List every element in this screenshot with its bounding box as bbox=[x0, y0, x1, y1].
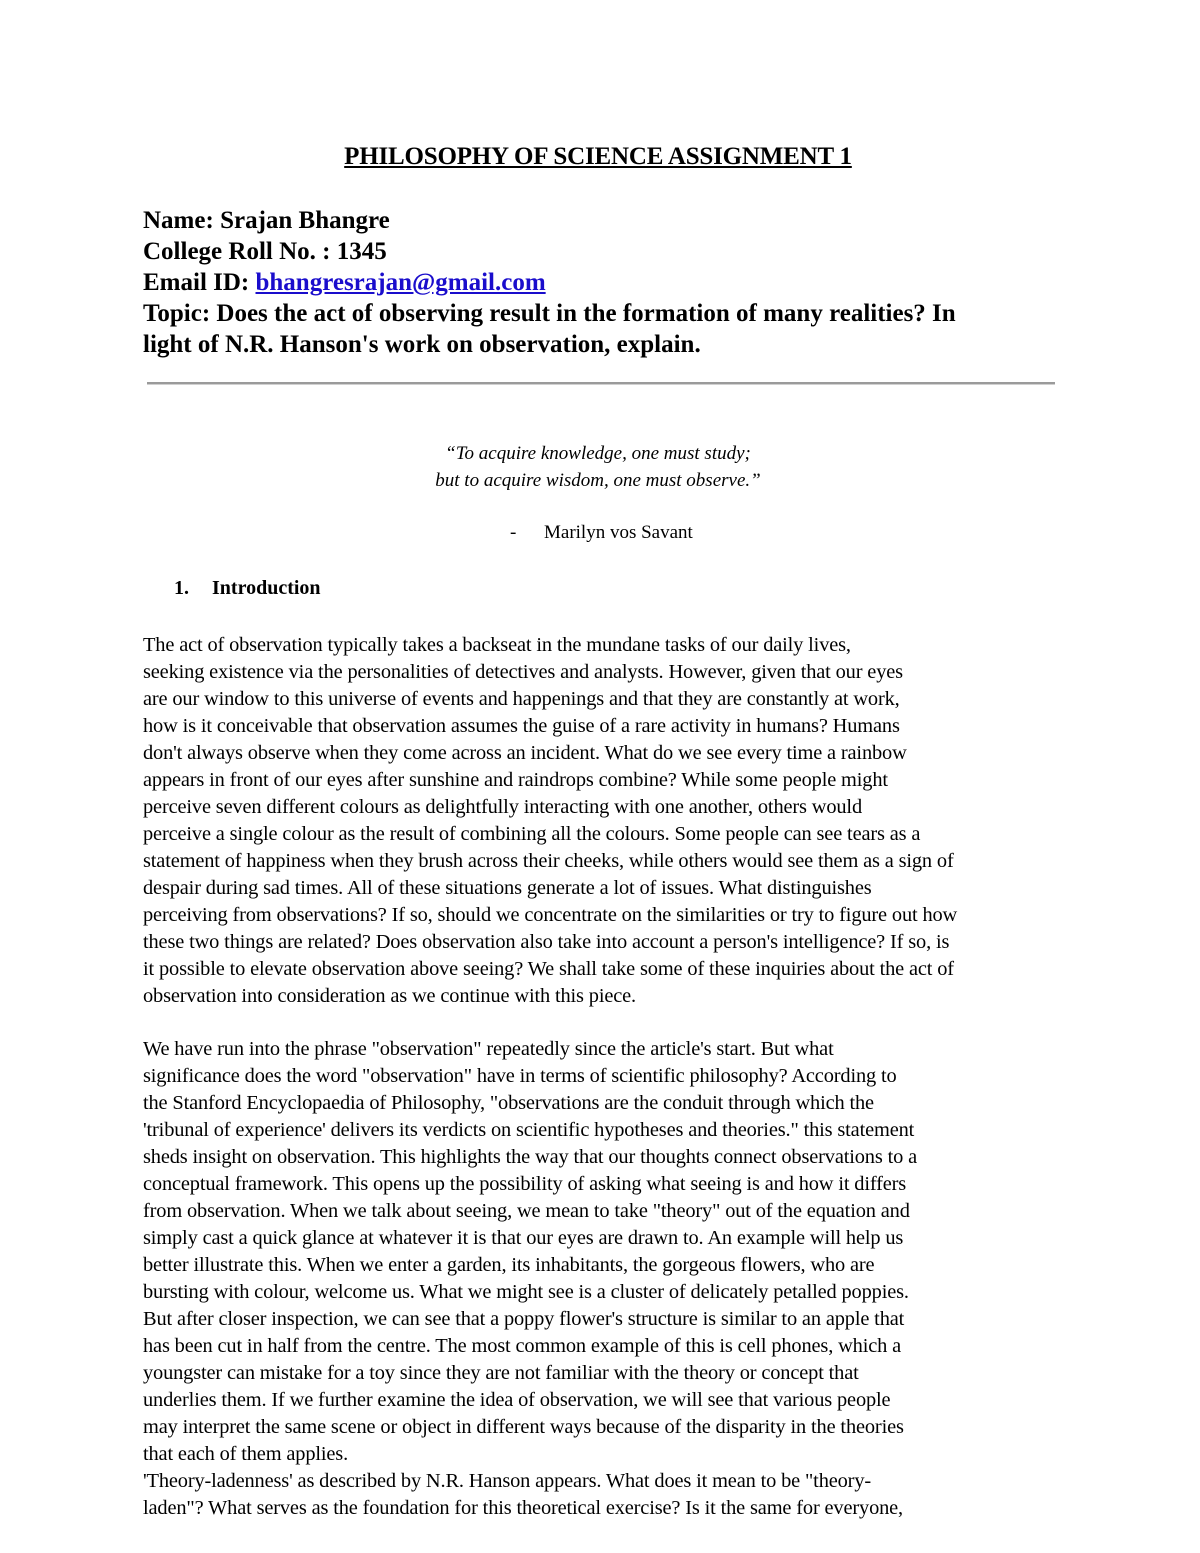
paragraph-line: has been cut in half from the centre. The most common example of this is cell phones, which a bbox=[143, 1335, 902, 1357]
quote-line-1: “To acquire knowledge, one must study; bbox=[445, 443, 751, 464]
paragraph-line: laden"? What serves as the foundation for this theoretical exercise? Is it the same for everyone, bbox=[143, 1497, 904, 1519]
paragraph-line: from observation. When we talk about seeing, we mean to take "theory" out of the equation and bbox=[143, 1200, 910, 1222]
topic-text-1: Does the act of observing result in the formation of many realities? In bbox=[216, 300, 956, 327]
topic-text-2: light of N.R. Hanson's work on observation, explain. bbox=[143, 331, 701, 358]
paragraph-line: perceive seven different colours as delightfully interacting with one another, others would bbox=[143, 796, 862, 818]
paragraph-line: simply cast a quick glance at whatever it is that our eyes are drawn to. An example will help us bbox=[143, 1227, 904, 1249]
section-title: Introduction bbox=[212, 577, 321, 599]
topic-line bbox=[143, 298, 1073, 360]
paragraph-line: don't always observe when they come across an incident. What do we see every time a rainbow bbox=[143, 742, 907, 764]
document-title: PHILOSOPHY OF SCIENCE ASSIGNMENT 1 bbox=[344, 143, 852, 170]
paragraph-line: youngster can mistake for a toy since they are not familiar with the theory or concept that bbox=[143, 1362, 859, 1384]
email-link[interactable]: bhangresrajan@gmail.com bbox=[255, 269, 546, 296]
topic-label: Topic: bbox=[143, 300, 211, 327]
section-heading-introduction bbox=[174, 577, 321, 600]
section-number: 1. bbox=[174, 577, 189, 599]
paragraph-line: 'Theory-ladenness' as described by N.R. Hanson appears. What does it mean to be "theory- bbox=[143, 1470, 872, 1492]
quote-line-2: but to acquire wisdom, one must observe.” bbox=[435, 470, 761, 491]
paragraph-line: bursting with colour, welcome us. What we might see is a cluster of delicately petalled poppies. bbox=[143, 1281, 909, 1303]
paragraph-line: better illustrate this. When we enter a garden, its inhabitants, the gorgeous flowers, who are bbox=[143, 1254, 875, 1276]
paragraph-line: statement of happiness when they brush across their cheeks, while others would see them as a sign of bbox=[143, 850, 954, 872]
roll-value: 1345 bbox=[336, 238, 387, 265]
paragraph-line: The act of observation typically takes a backseat in the mundane tasks of our daily lives, bbox=[143, 634, 851, 656]
quote-attribution bbox=[510, 522, 693, 544]
paragraph-line: it possible to elevate observation above seeing? We shall take some of these inquiries about the act of bbox=[143, 958, 954, 980]
paragraph-line: are our window to this universe of events and happenings and that they are constantly at work, bbox=[143, 688, 900, 710]
paragraph-2 bbox=[143, 1036, 1058, 1522]
paragraph-1 bbox=[143, 632, 1058, 1010]
paragraph-line: observation into consideration as we continue with this piece. bbox=[143, 985, 636, 1007]
paragraph-line: conceptual framework. This opens up the possibility of asking what seeing is and how it differs bbox=[143, 1173, 907, 1195]
quote-author: Marilyn vos Savant bbox=[544, 522, 693, 543]
student-info bbox=[143, 205, 1073, 360]
paragraph-line: despair during sad times. All of these situations generate a lot of issues. What distinguishes bbox=[143, 877, 872, 899]
paragraph-line: seeking existence via the personalities of detectives and analysts. However, given that our eyes bbox=[143, 661, 903, 683]
paragraph-line: perceiving from observations? If so, should we concentrate on the similarities or try to figure out how bbox=[143, 904, 958, 926]
paragraph-line: the Stanford Encyclopaedia of Philosophy, "observations are the conduit through which the bbox=[143, 1092, 874, 1114]
paragraph-line: how is it conceivable that observation assumes the guise of a rare activity in humans? Humans bbox=[143, 715, 900, 737]
epigraph-quote bbox=[0, 440, 1196, 494]
paragraph-line: that each of them applies. bbox=[143, 1443, 349, 1465]
email-label: Email ID: bbox=[143, 269, 250, 296]
paragraph-line: underlies them. If we further examine the idea of observation, we will see that various people bbox=[143, 1389, 891, 1411]
name-value: Srajan Bhangre bbox=[220, 207, 390, 234]
horizontal-divider bbox=[147, 382, 1055, 385]
paragraph-line: appears in front of our eyes after sunshine and raindrops combine? While some people might bbox=[143, 769, 888, 791]
paragraph-line: But after closer inspection, we can see that a poppy flower's structure is similar to an apple that bbox=[143, 1308, 905, 1330]
paragraph-line: significance does the word "observation" have in terms of scientific philosophy? According to bbox=[143, 1065, 897, 1087]
name-label: Name: bbox=[143, 207, 214, 234]
paragraph-line: these two things are related? Does observation also take into account a person's intelligence? If so, is bbox=[143, 931, 950, 953]
paragraph-line: We have run into the phrase "observation" repeatedly since the article's start. But what bbox=[143, 1038, 834, 1060]
name-line bbox=[143, 205, 1073, 236]
paragraph-line: sheds insight on observation. This highlights the way that our thoughts connect observations to a bbox=[143, 1146, 917, 1168]
paragraph-line: may interpret the same scene or object in different ways because of the disparity in the theories bbox=[143, 1416, 904, 1438]
paragraph-line: perceive a single colour as the result of combining all the colours. Some people can see tears as a bbox=[143, 823, 921, 845]
roll-line bbox=[143, 236, 1073, 267]
roll-label: College Roll No. : bbox=[143, 238, 331, 265]
paragraph-line: 'tribunal of experience' delivers its verdicts on scientific hypotheses and theories." this statement bbox=[143, 1119, 915, 1141]
email-line bbox=[143, 267, 1073, 298]
attribution-dash: - bbox=[510, 522, 517, 543]
